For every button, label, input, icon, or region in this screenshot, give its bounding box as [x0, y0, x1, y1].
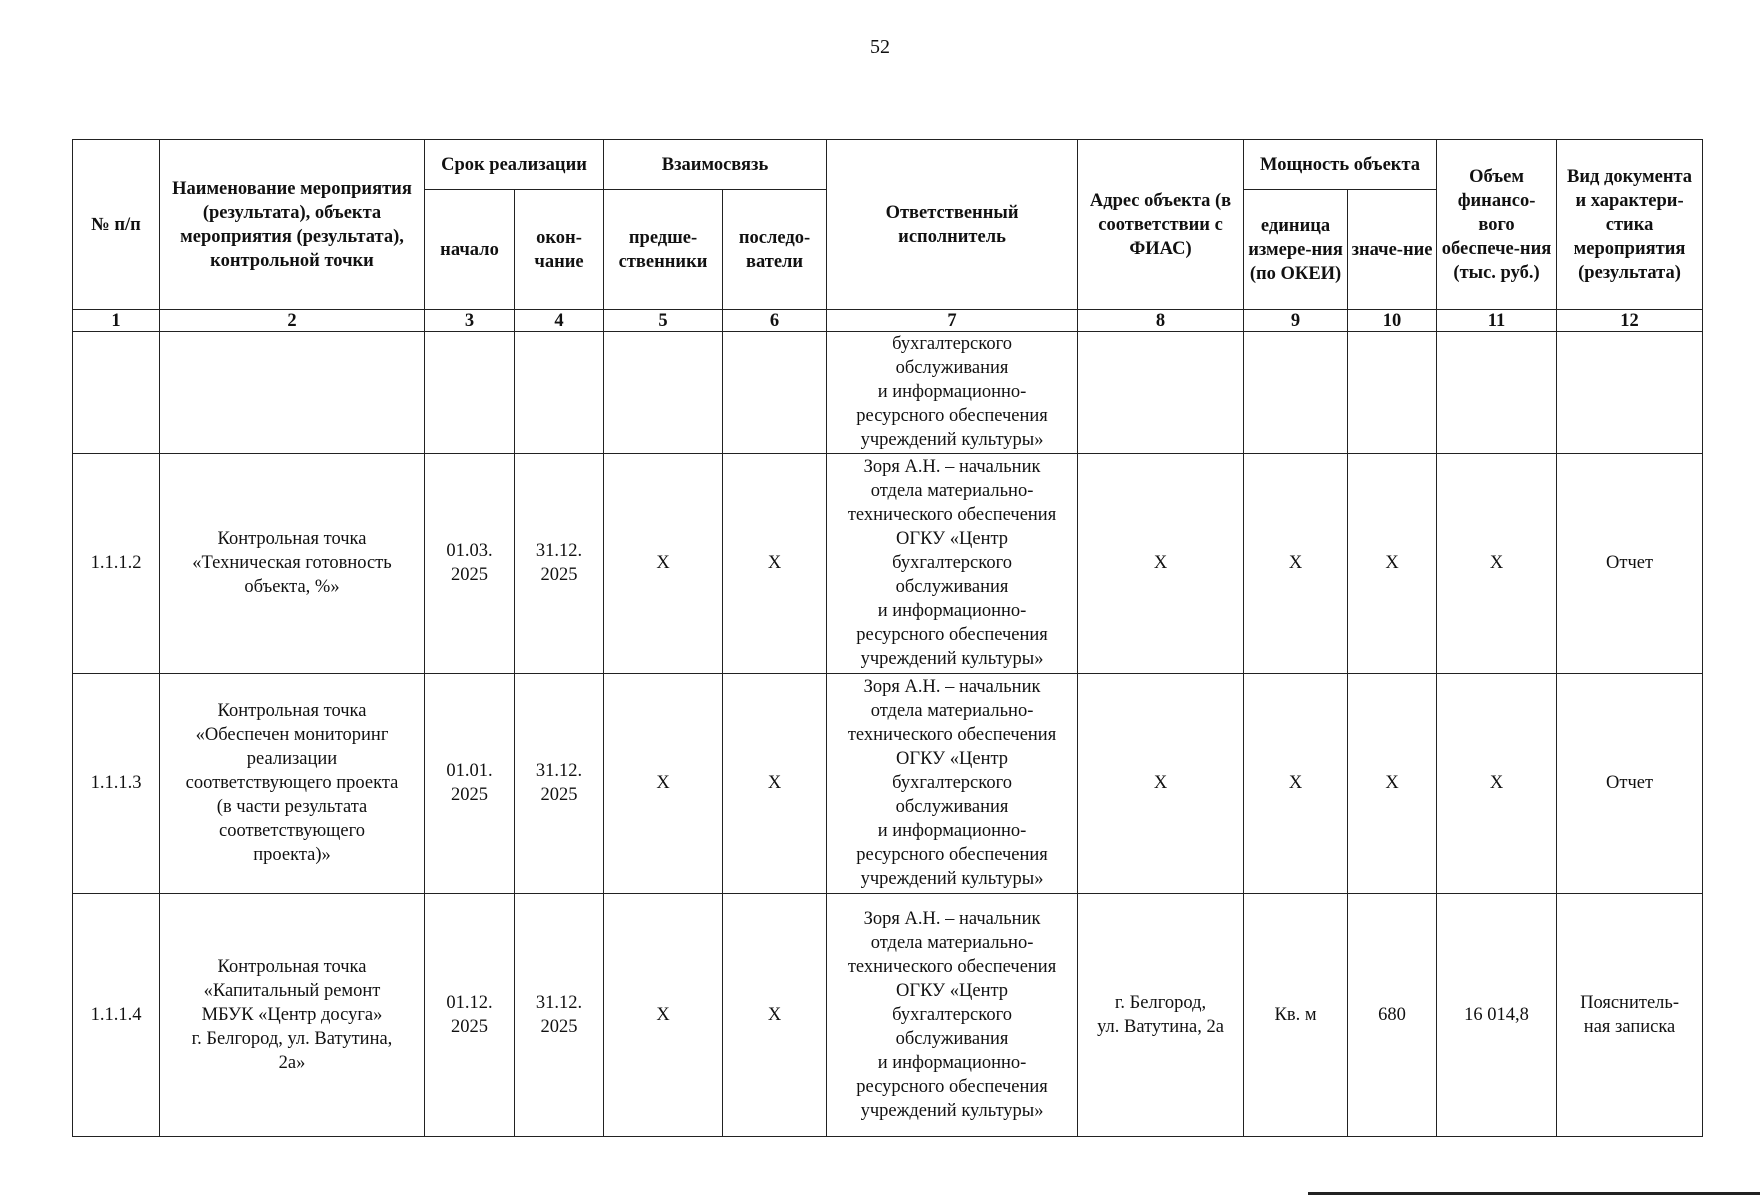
header-group-link: Взаимосвязь [604, 140, 827, 190]
cell-address: Х [1078, 453, 1244, 673]
header-name: Наименование мероприятия (результата), объекта мероприятия (результата), контрольной точки [160, 140, 425, 310]
cell-exec: Зоря А.Н. – начальник отдела материально- технического обеспечения ОГКУ «Центр бухгалтерского обслуживания и информационно- ресурсного обеспечения учреждений культуры» [827, 673, 1078, 893]
cell-start: 01.01. 2025 [425, 673, 515, 893]
table-row [73, 893, 1703, 1136]
cell-doc: Пояснитель- ная записка [1557, 893, 1703, 1136]
column-number-row [73, 310, 1703, 332]
header-address: Адрес объекта (в соответствии с ФИАС) [1078, 140, 1244, 310]
cell-num: 1.1.1.2 [73, 453, 160, 673]
cell-empty [1348, 332, 1437, 454]
cell-value: 680 [1348, 893, 1437, 1136]
header-succ: последо-ватели [723, 190, 827, 310]
table-row [73, 673, 1703, 893]
cell-end: 31.12. 2025 [515, 453, 604, 673]
cell-name: Контрольная точка «Обеспечен мониторинг реализации соответствующего проекта (в части результата соответствующего проекта)» [160, 673, 425, 893]
column-number: 5 [604, 310, 723, 332]
cell-doc: Отчет [1557, 453, 1703, 673]
cell-name: Контрольная точка «Техническая готовность объекта, %» [160, 453, 425, 673]
cell-pred: Х [604, 673, 723, 893]
cell-start: 01.12. 2025 [425, 893, 515, 1136]
cell-num: 1.1.1.3 [73, 673, 160, 893]
cell-empty [1437, 332, 1557, 454]
cell-succ: Х [723, 893, 827, 1136]
cell-start: 01.03. 2025 [425, 453, 515, 673]
cell-succ: Х [723, 673, 827, 893]
table-row-continuation [73, 332, 1703, 454]
column-number: 4 [515, 310, 604, 332]
cell-value: Х [1348, 453, 1437, 673]
cell-succ: Х [723, 453, 827, 673]
column-number: 9 [1244, 310, 1348, 332]
cell-unit: Х [1244, 673, 1348, 893]
page-number: 52 [870, 36, 890, 58]
cell-empty [425, 332, 515, 454]
cell-empty [723, 332, 827, 454]
header-end: окон-чание [515, 190, 604, 310]
header-num: № п/п [73, 140, 160, 310]
column-number: 3 [425, 310, 515, 332]
cell-empty [515, 332, 604, 454]
header-start: начало [425, 190, 515, 310]
column-number: 12 [1557, 310, 1703, 332]
cell-num: 1.1.1.4 [73, 893, 160, 1136]
cell-exec: Зоря А.Н. – начальник отдела материально- технического обеспечения ОГКУ «Центр бухгалтерского обслуживания и информационно- ресурсного обеспечения учреждений культуры» [827, 893, 1078, 1136]
cell-exec-continuation: бухгалтерского обслуживания и информационно- ресурсного обеспечения учреждений культуры» [827, 332, 1078, 454]
cell-finance: 16 014,8 [1437, 893, 1557, 1136]
column-number: 1 [73, 310, 160, 332]
cell-end: 31.12. 2025 [515, 673, 604, 893]
header-exec: Ответственный исполнитель [827, 140, 1078, 310]
cell-doc: Отчет [1557, 673, 1703, 893]
cell-unit: Кв. м [1244, 893, 1348, 1136]
cell-pred: Х [604, 453, 723, 673]
cell-pred: Х [604, 893, 723, 1136]
header-finance: Объем финансо-вого обеспече-ния (тыс. руб.) [1437, 140, 1557, 310]
cell-name: Контрольная точка «Капитальный ремонт МБУК «Центр досуга» г. Белгород, ул. Ватутина, 2а» [160, 893, 425, 1136]
column-number: 6 [723, 310, 827, 332]
column-number: 11 [1437, 310, 1557, 332]
cell-address: Х [1078, 673, 1244, 893]
cell-address: г. Белгород, ул. Ватутина, 2а [1078, 893, 1244, 1136]
cell-empty [1078, 332, 1244, 454]
cell-unit: Х [1244, 453, 1348, 673]
table-row [73, 453, 1703, 673]
cell-empty [73, 332, 160, 454]
column-number: 10 [1348, 310, 1437, 332]
cell-empty [604, 332, 723, 454]
cell-empty [1557, 332, 1703, 454]
column-number: 8 [1078, 310, 1244, 332]
cell-exec: Зоря А.Н. – начальник отдела материально- технического обеспечения ОГКУ «Центр бухгалтерского обслуживания и информационно- ресурсного обеспечения учреждений культуры» [827, 453, 1078, 673]
header-value: значе-ние [1348, 190, 1437, 310]
column-number: 2 [160, 310, 425, 332]
activity-plan-table [72, 139, 1703, 1137]
column-number: 7 [827, 310, 1078, 332]
cell-value: Х [1348, 673, 1437, 893]
header-group-term: Срок реализации [425, 140, 604, 190]
header-unit: единица измере-ния (по ОКЕИ) [1244, 190, 1348, 310]
cell-empty [1244, 332, 1348, 454]
cell-finance: Х [1437, 453, 1557, 673]
header-doc: Вид документа и характери-стика мероприятия (результата) [1557, 140, 1703, 310]
header-pred: предше-ственники [604, 190, 723, 310]
cell-empty [160, 332, 425, 454]
cell-end: 31.12. 2025 [515, 893, 604, 1136]
header-group-capacity: Мощность объекта [1244, 140, 1437, 190]
page-bottom-rule [1308, 1192, 1760, 1195]
cell-finance: Х [1437, 673, 1557, 893]
